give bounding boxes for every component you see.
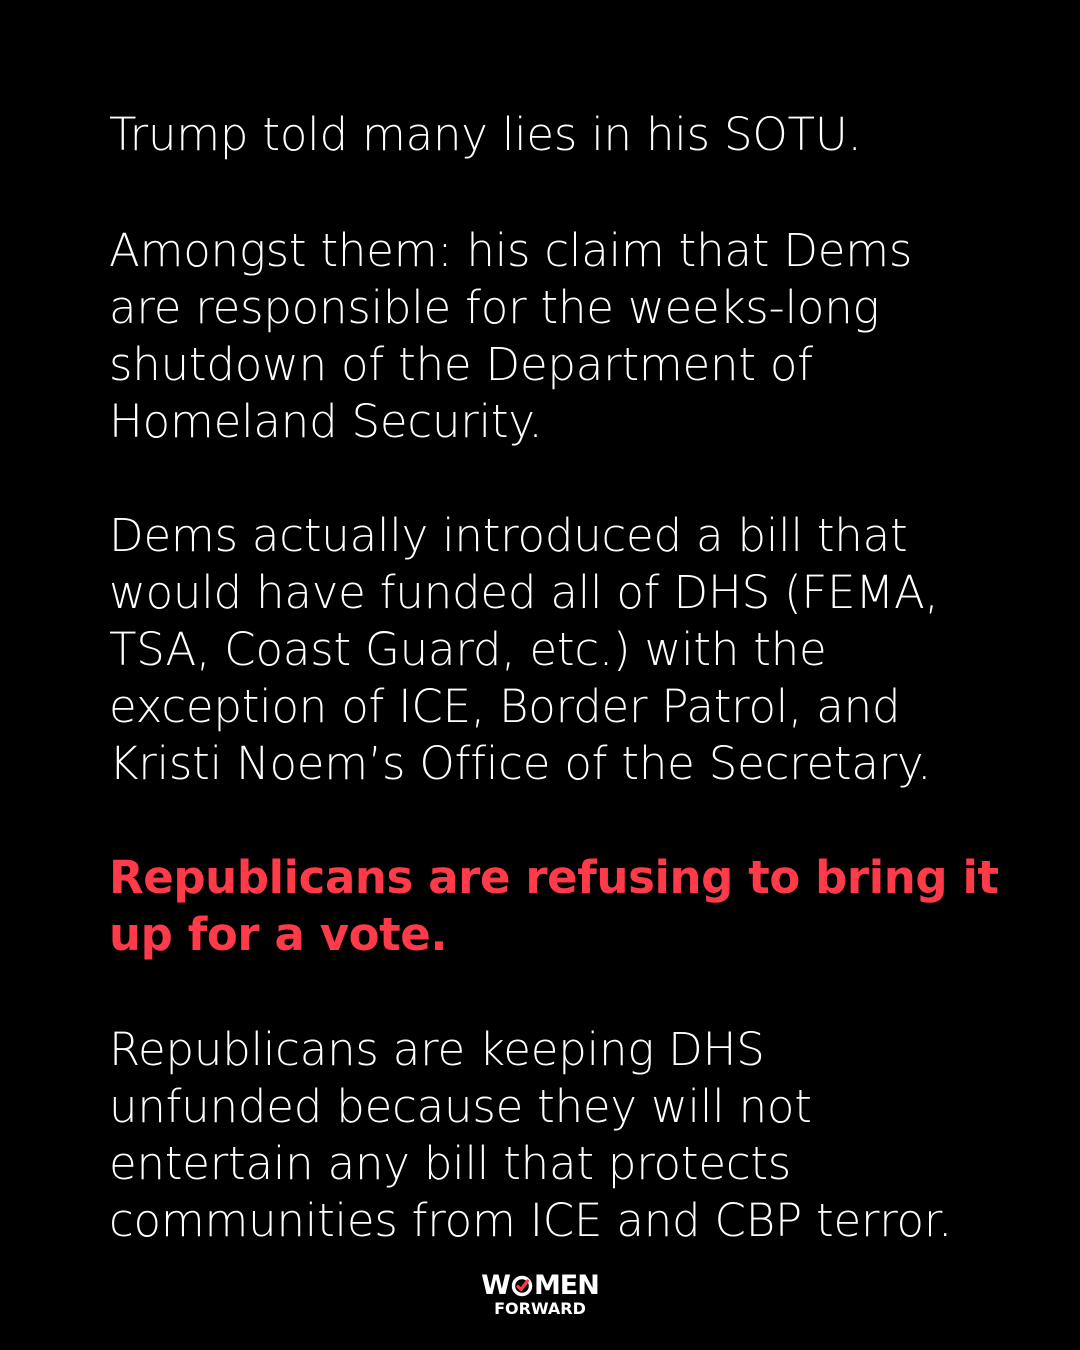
- dems-bill-paragraph: Dems actually introduced a bill that would have funded all of DHS (FEMA, TSA, Coast Guard, etc.) with the exception of ICE, Border Patrol, and Kristi Noem’s Office of the Secretary.: [109, 509, 939, 790]
- logo-wordmark-top: [478, 1272, 602, 1300]
- venus-check-icon: [511, 1275, 533, 1297]
- highlight-paragraph: Republicans are refusing to bring it up for a vote.: [109, 851, 999, 961]
- closing-paragraph: Republicans are keeping DHS unfunded because they will not entertain any bill that protects communities from ICE and CBP terror.: [109, 1023, 953, 1247]
- women-forward-logo: [478, 1272, 602, 1322]
- logo-letters-men: MEN: [533, 1270, 599, 1301]
- claim-paragraph: Amongst them: his claim that Dems are responsible for the weeks-long shutdown of the Department of Homeland Security.: [109, 224, 913, 448]
- logo-letter-w: W: [481, 1270, 510, 1301]
- intro-paragraph: Trump told many lies in his SOTU.: [109, 108, 862, 161]
- logo-wordmark-bottom: FORWARD: [494, 1299, 586, 1318]
